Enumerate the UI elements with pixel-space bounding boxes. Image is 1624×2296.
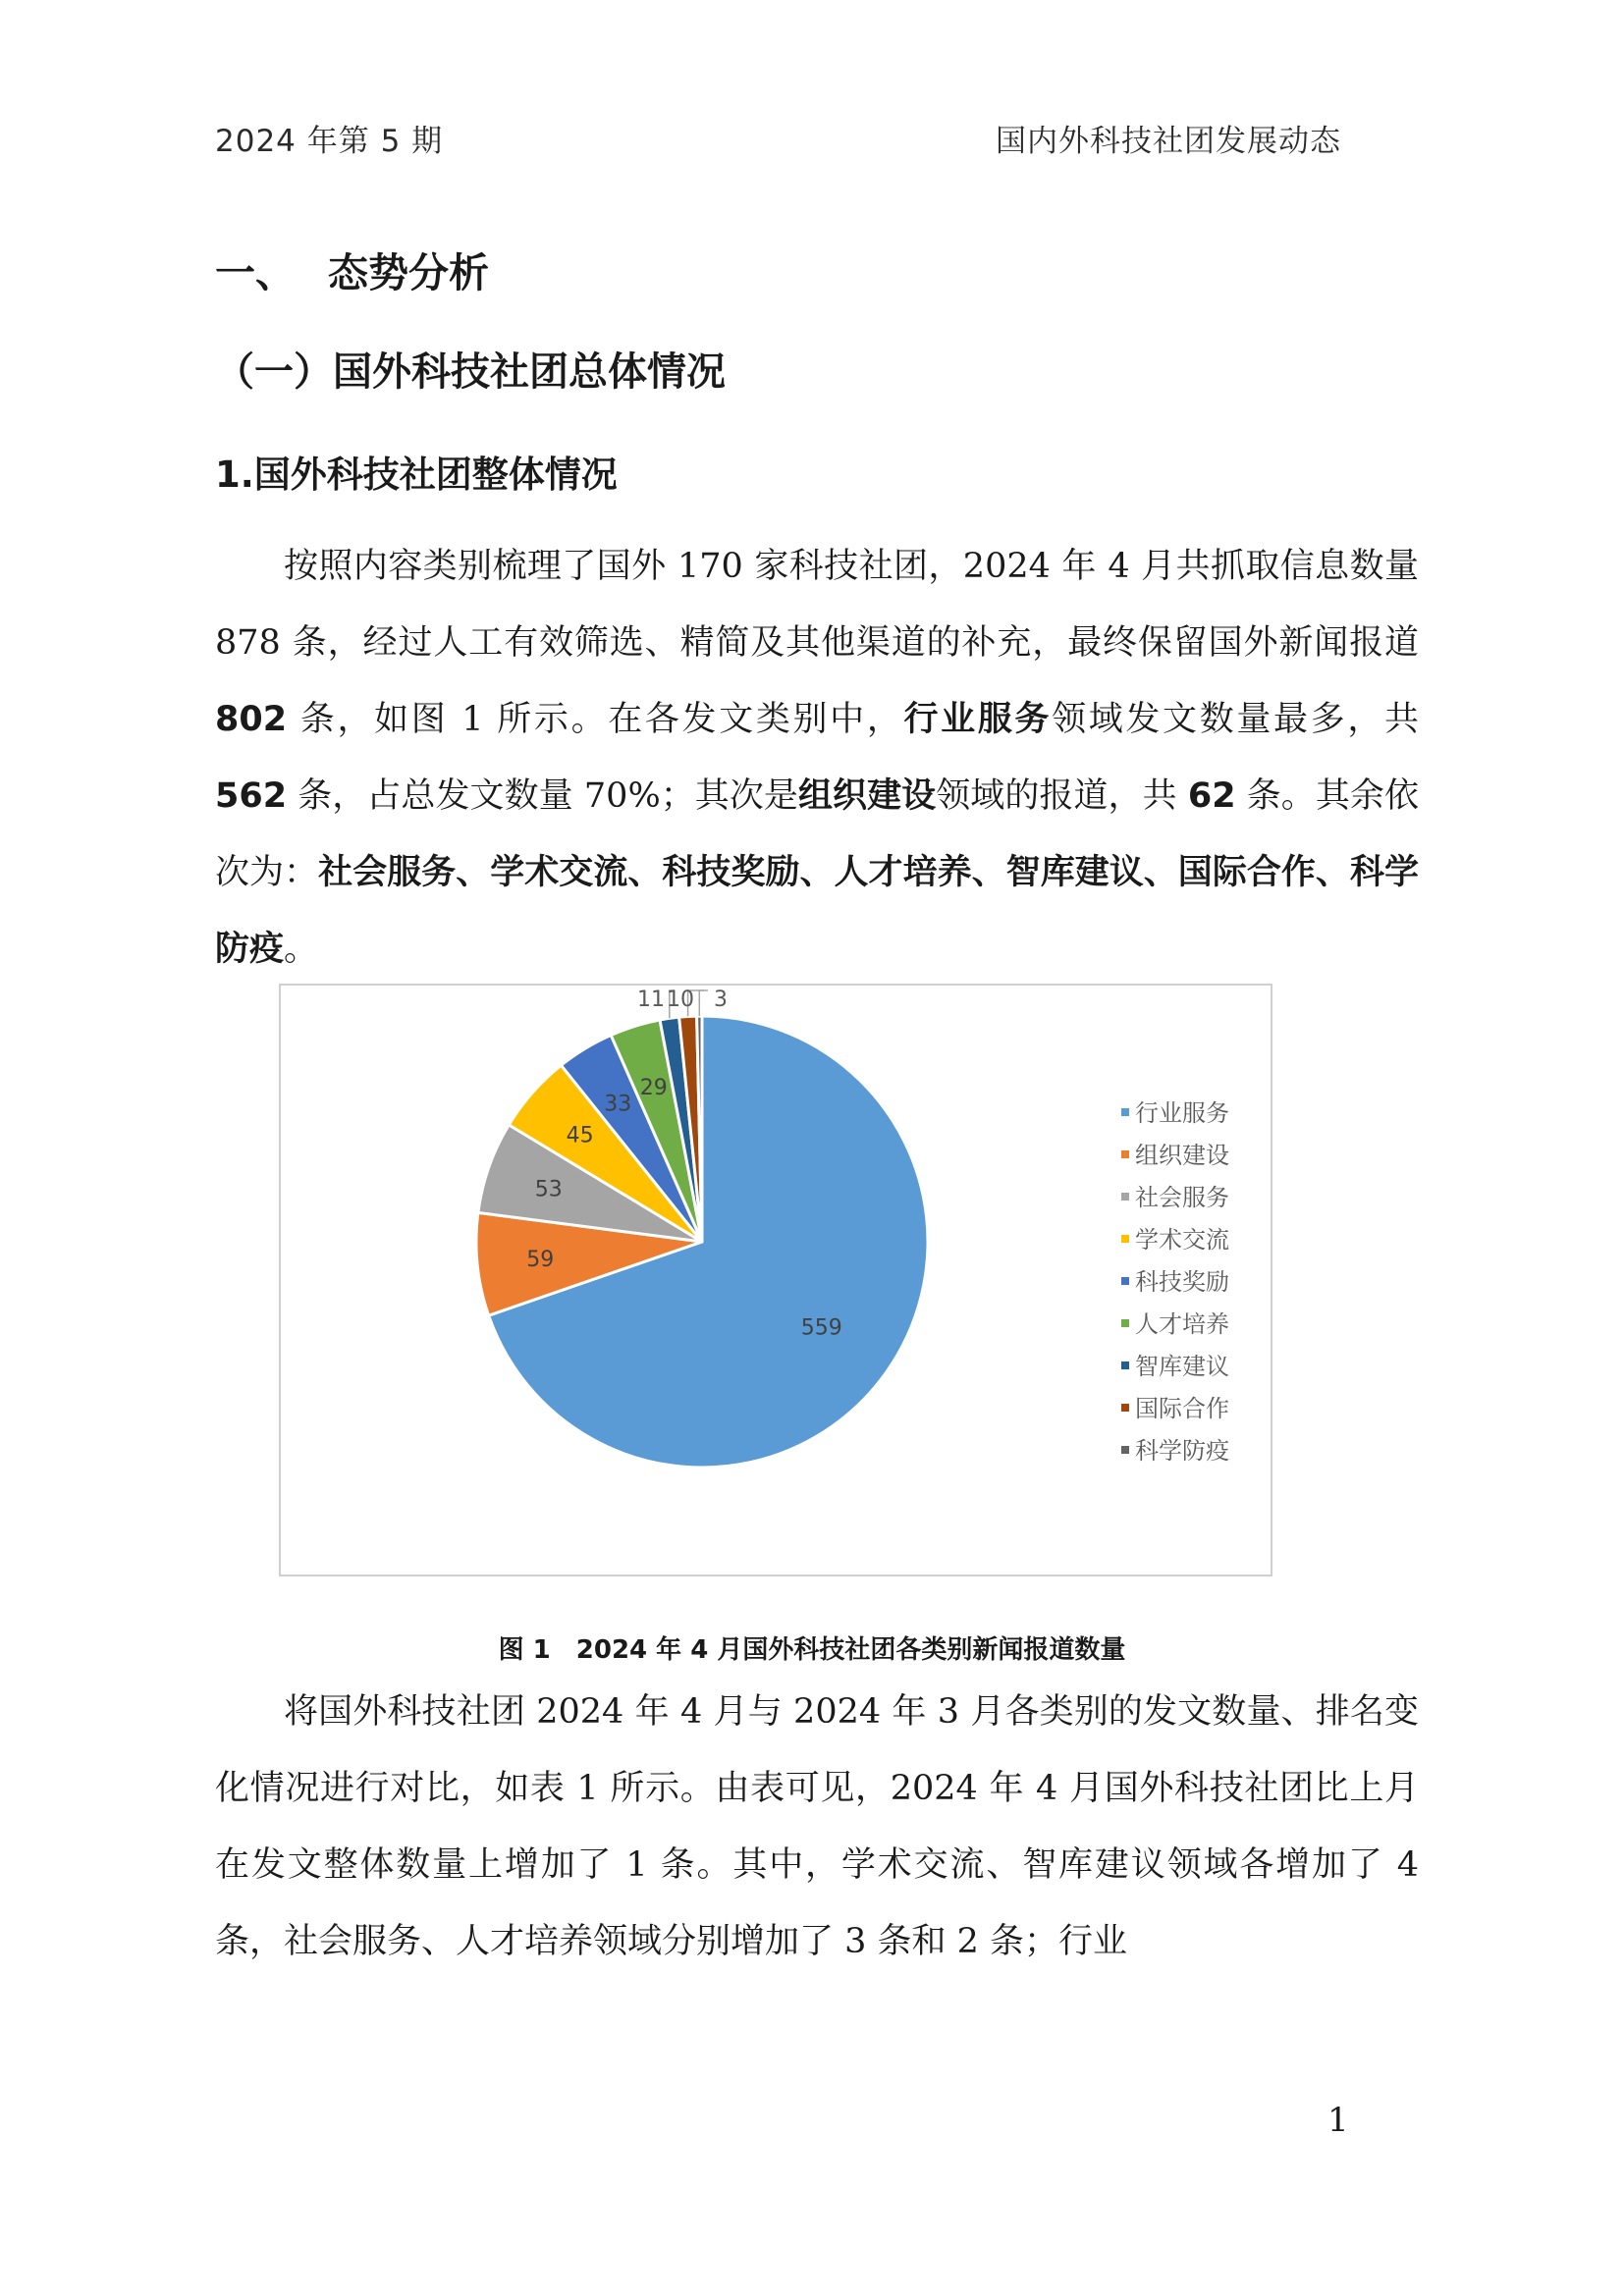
figure-caption-text: 2024 年 4 月国外科技社团各类别新闻报道数量 (575, 1635, 1126, 1665)
figure-caption (0, 1629, 1624, 1666)
figure-label: 图 1 (498, 1635, 551, 1665)
pie-data-label: 45 (566, 1123, 594, 1148)
pie-data-label: 53 (534, 1177, 563, 1202)
header-issue: 2024 年第 5 期 (215, 124, 444, 159)
legend-swatch (1121, 1319, 1129, 1327)
page-number: 1 (1327, 2101, 1349, 2140)
legend-swatch (1121, 1404, 1129, 1412)
legend-label: 学术交流 (1135, 1226, 1229, 1254)
pie-data-label: 559 (800, 1315, 842, 1341)
legend-swatch (1121, 1446, 1129, 1454)
pie-data-label: 33 (604, 1092, 632, 1117)
legend-label: 人才培养 (1135, 1310, 1229, 1338)
section-number: 一、 (215, 249, 296, 296)
para1-bold-category: 组织建设 (797, 776, 937, 816)
para1-text: 条，占总发文数量 70%；其次是 (287, 776, 798, 816)
pie-data-label: 59 (526, 1247, 555, 1272)
para1-text: 。 (284, 930, 319, 969)
section-heading (215, 240, 489, 298)
pie-leader-line (699, 990, 708, 1016)
section-title: 态势分析 (328, 249, 489, 296)
legend-swatch (1121, 1193, 1129, 1201)
legend-label: 组织建设 (1135, 1142, 1229, 1169)
para1-bold-count: 62 (1187, 776, 1236, 816)
para1-text: 按照内容类别梳理了国外 170 家科技社团，2024 年 4 月共抓取信息数量 878 条，经过人工有效筛选、精简及其他渠道的补充，最终保留国外新闻报道 (215, 547, 1419, 663)
para1-text: 领域发文数量最多，共 (1052, 700, 1419, 739)
legend-label: 科学防疫 (1135, 1437, 1229, 1465)
pie-data-label: 11 (637, 988, 665, 1012)
pie-data-label: 3 (714, 988, 728, 1012)
para1-bold-count: 562 (215, 776, 288, 816)
paragraph-2 (215, 1674, 1419, 1980)
paragraph-1 (215, 528, 1419, 988)
legend-swatch (1121, 1235, 1129, 1243)
legend-label: 科技奖励 (1135, 1268, 1229, 1296)
pie-data-label: 29 (639, 1075, 668, 1100)
legend-swatch (1121, 1150, 1129, 1158)
pie-chart-svg (281, 986, 1271, 1575)
legend-swatch (1121, 1277, 1129, 1285)
subsubsection-heading: 1.国外科技社团整体情况 (215, 454, 618, 496)
para1-text: 领域的报道，共 (936, 776, 1188, 816)
legend-label: 智库建议 (1135, 1353, 1229, 1380)
legend-label: 国际合作 (1135, 1395, 1229, 1422)
para2-text: 将国外科技社团 2024 年 4 月与 2024 年 3 月各类别的发文数量、排名变化情况进行对比，如表 1 所示。由表可见，2024 年 4 月国外科技社团比上月在发文整体数量上增加了 1 条。其中，学术交流、智库建议领域各增加了 4 条，社会服务、人才培养领域分别增加了 3 条和 2 条；行业 (215, 1692, 1419, 1961)
legend-label: 行业服务 (1135, 1099, 1229, 1127)
pie-data-label: 10 (667, 988, 694, 1012)
header-publication: 国内外科技社团发展动态 (996, 124, 1341, 159)
legend-swatch (1121, 1362, 1129, 1369)
para1-bold-category: 行业服务 (903, 700, 1053, 739)
legend-swatch (1121, 1108, 1129, 1116)
subsection-heading: （一）国外科技社团总体情况 (215, 349, 726, 395)
para1-text: 条。其余依次为： (215, 776, 1419, 892)
para1-bold-count: 802 (215, 700, 288, 739)
para1-text: 条，如图 1 所示。在各发文类别中， (287, 700, 904, 739)
para1-bold-categories: 社会服务、学术交流、科技奖励、人才培养、智库建议、国际合作、科学防疫 (215, 853, 1419, 969)
pie-chart (279, 984, 1272, 1576)
legend-label: 社会服务 (1135, 1184, 1229, 1211)
